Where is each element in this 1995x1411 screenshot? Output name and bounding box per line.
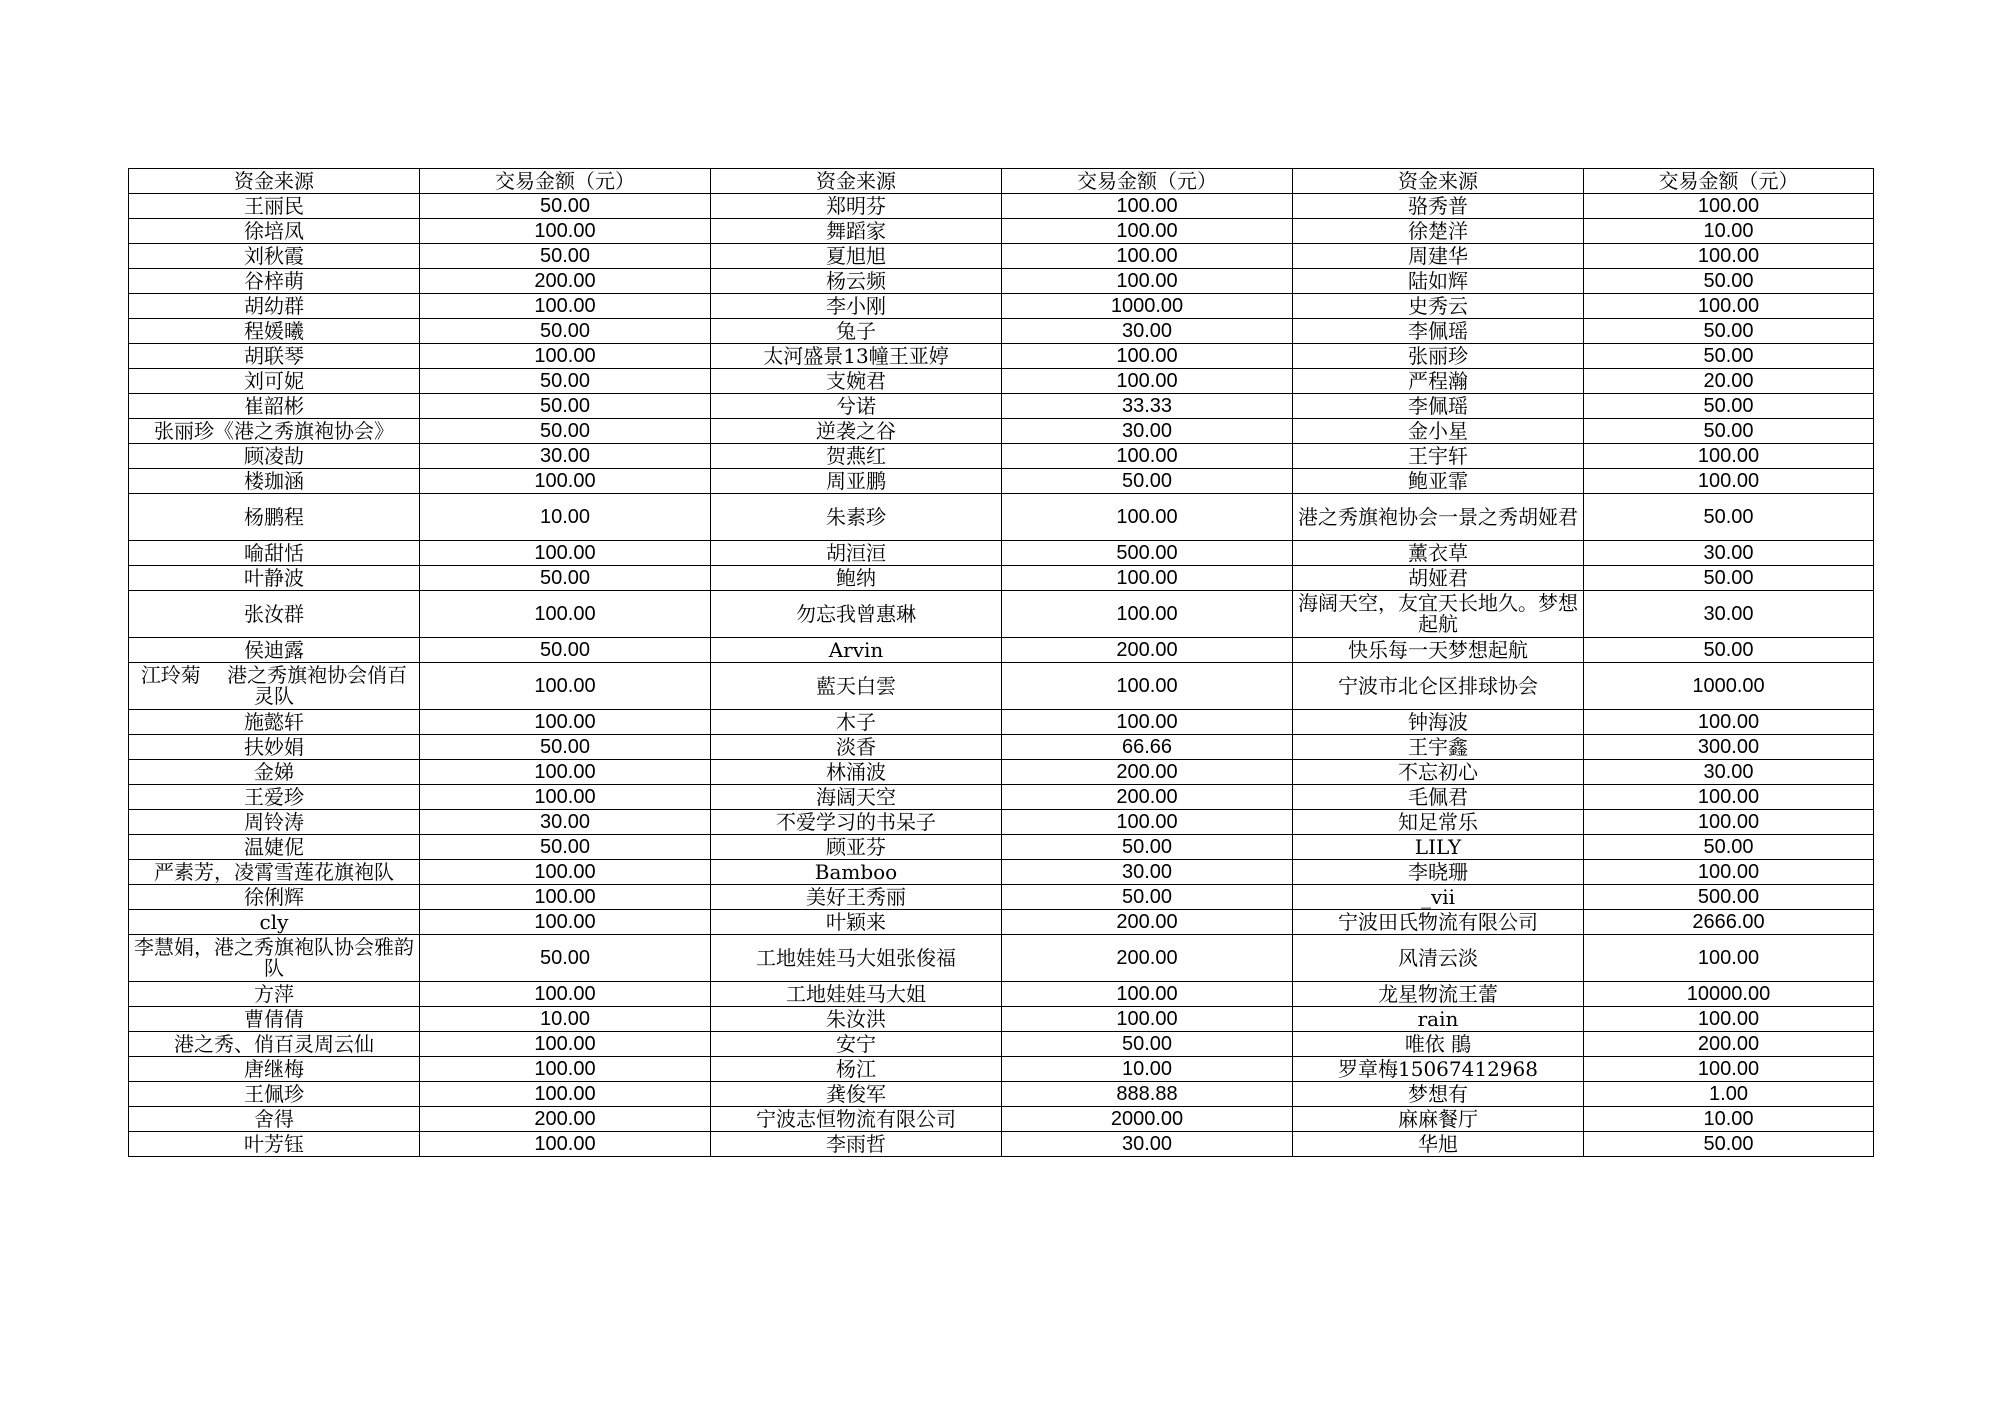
cell-amount-1: 100.00 bbox=[420, 591, 711, 638]
cell-source-3: 李佩瑶 bbox=[1293, 319, 1584, 344]
cell-amount-2: 30.00 bbox=[1002, 1132, 1293, 1157]
cell-source-1: 侯迪露 bbox=[129, 638, 420, 663]
table-row bbox=[129, 935, 1874, 982]
cell-amount-3: 100.00 bbox=[1584, 1007, 1874, 1032]
table-row bbox=[129, 785, 1874, 810]
table-row bbox=[129, 663, 1874, 710]
cell-source-3: 周建华 bbox=[1293, 244, 1584, 269]
cell-amount-1: 10.00 bbox=[420, 1007, 711, 1032]
cell-amount-2: 33.33 bbox=[1002, 394, 1293, 419]
cell-amount-1: 30.00 bbox=[420, 444, 711, 469]
cell-amount-2: 100.00 bbox=[1002, 219, 1293, 244]
table-row bbox=[129, 735, 1874, 760]
cell-source-2: 李小刚 bbox=[711, 294, 1002, 319]
cell-source-1: 杨鹏程 bbox=[129, 494, 420, 541]
cell-amount-3: 1000.00 bbox=[1584, 663, 1874, 710]
cell-amount-2: 200.00 bbox=[1002, 785, 1293, 810]
cell-source-1: 施懿轩 bbox=[129, 710, 420, 735]
header-source-2: 资金来源 bbox=[711, 169, 1002, 194]
cell-amount-3: 50.00 bbox=[1584, 419, 1874, 444]
table-row bbox=[129, 469, 1874, 494]
cell-amount-1: 100.00 bbox=[420, 1132, 711, 1157]
cell-amount-1: 100.00 bbox=[420, 1032, 711, 1057]
cell-amount-1: 100.00 bbox=[420, 885, 711, 910]
cell-amount-2: 66.66 bbox=[1002, 735, 1293, 760]
cell-amount-3: 50.00 bbox=[1584, 494, 1874, 541]
cell-amount-1: 100.00 bbox=[420, 663, 711, 710]
cell-amount-1: 100.00 bbox=[420, 219, 711, 244]
cell-source-1: 扶妙娟 bbox=[129, 735, 420, 760]
cell-source-3: _vii bbox=[1293, 885, 1584, 910]
cell-source-3: 龙星物流王蕾 bbox=[1293, 982, 1584, 1007]
table-row bbox=[129, 369, 1874, 394]
cell-amount-3: 100.00 bbox=[1584, 860, 1874, 885]
cell-source-3: 张丽珍 bbox=[1293, 344, 1584, 369]
cell-source-1: 严素芳，凌霄雪莲花旗袍队 bbox=[129, 860, 420, 885]
cell-source-2: 杨云频 bbox=[711, 269, 1002, 294]
cell-amount-3: 100.00 bbox=[1584, 194, 1874, 219]
cell-source-1: 张丽珍《港之秀旗袍协会》 bbox=[129, 419, 420, 444]
cell-source-2: 林涌波 bbox=[711, 760, 1002, 785]
table-row bbox=[129, 219, 1874, 244]
header-source-1: 资金来源 bbox=[129, 169, 420, 194]
cell-amount-1: 30.00 bbox=[420, 810, 711, 835]
cell-amount-3: 100.00 bbox=[1584, 710, 1874, 735]
cell-source-2: 鲍纳 bbox=[711, 566, 1002, 591]
table-row bbox=[129, 982, 1874, 1007]
header-row bbox=[129, 169, 1874, 194]
cell-amount-1: 100.00 bbox=[420, 760, 711, 785]
cell-source-2: 朱素珍 bbox=[711, 494, 1002, 541]
cell-amount-2: 100.00 bbox=[1002, 710, 1293, 735]
cell-amount-1: 100.00 bbox=[420, 785, 711, 810]
cell-amount-3: 100.00 bbox=[1584, 1057, 1874, 1082]
cell-source-1: 周铃涛 bbox=[129, 810, 420, 835]
cell-source-2: 勿忘我曾惠琳 bbox=[711, 591, 1002, 638]
cell-amount-3: 50.00 bbox=[1584, 394, 1874, 419]
cell-amount-1: 100.00 bbox=[420, 469, 711, 494]
cell-source-2: 美好王秀丽 bbox=[711, 885, 1002, 910]
cell-source-1: 崔韶彬 bbox=[129, 394, 420, 419]
cell-source-3: rain bbox=[1293, 1007, 1584, 1032]
cell-amount-1: 100.00 bbox=[420, 344, 711, 369]
cell-source-3: 梦想有 bbox=[1293, 1082, 1584, 1107]
cell-source-3: 陆如辉 bbox=[1293, 269, 1584, 294]
table-row bbox=[129, 1057, 1874, 1082]
cell-amount-2: 100.00 bbox=[1002, 810, 1293, 835]
cell-amount-2: 30.00 bbox=[1002, 419, 1293, 444]
cell-amount-2: 100.00 bbox=[1002, 344, 1293, 369]
cell-amount-2: 200.00 bbox=[1002, 910, 1293, 935]
table-row bbox=[129, 835, 1874, 860]
table-row bbox=[129, 394, 1874, 419]
cell-source-2: 顾亚芬 bbox=[711, 835, 1002, 860]
cell-source-3: 王宇轩 bbox=[1293, 444, 1584, 469]
cell-source-1: 舍得 bbox=[129, 1107, 420, 1132]
cell-source-3: 快乐每一天梦想起航 bbox=[1293, 638, 1584, 663]
cell-source-2: 藍天白雲 bbox=[711, 663, 1002, 710]
cell-source-3: 不忘初心 bbox=[1293, 760, 1584, 785]
cell-amount-2: 100.00 bbox=[1002, 369, 1293, 394]
table-row bbox=[129, 566, 1874, 591]
cell-amount-3: 1.00 bbox=[1584, 1082, 1874, 1107]
cell-source-2: 支婉君 bbox=[711, 369, 1002, 394]
cell-source-3: 宁波田氏物流有限公司 bbox=[1293, 910, 1584, 935]
cell-amount-3: 50.00 bbox=[1584, 566, 1874, 591]
cell-source-2: 朱汝洪 bbox=[711, 1007, 1002, 1032]
table-row bbox=[129, 1132, 1874, 1157]
cell-source-2: 安宁 bbox=[711, 1032, 1002, 1057]
cell-amount-3: 10000.00 bbox=[1584, 982, 1874, 1007]
table-row bbox=[129, 419, 1874, 444]
cell-amount-1: 50.00 bbox=[420, 244, 711, 269]
cell-source-3: 史秀云 bbox=[1293, 294, 1584, 319]
cell-source-1: 顾凌劼 bbox=[129, 444, 420, 469]
cell-amount-2: 50.00 bbox=[1002, 835, 1293, 860]
cell-source-3: 唯依 鵑 bbox=[1293, 1032, 1584, 1057]
cell-source-3: 风清云淡 bbox=[1293, 935, 1584, 982]
cell-source-1: 刘可妮 bbox=[129, 369, 420, 394]
cell-amount-1: 10.00 bbox=[420, 494, 711, 541]
cell-amount-3: 50.00 bbox=[1584, 1132, 1874, 1157]
table-row bbox=[129, 1082, 1874, 1107]
table-row bbox=[129, 194, 1874, 219]
cell-source-3: 胡娅君 bbox=[1293, 566, 1584, 591]
cell-amount-3: 2666.00 bbox=[1584, 910, 1874, 935]
cell-source-1: 李慧娟，港之秀旗袍队协会雅韵队 bbox=[129, 935, 420, 982]
cell-amount-3: 30.00 bbox=[1584, 760, 1874, 785]
cell-amount-2: 50.00 bbox=[1002, 885, 1293, 910]
cell-source-2: 夏旭旭 bbox=[711, 244, 1002, 269]
cell-source-3: 徐楚洋 bbox=[1293, 219, 1584, 244]
cell-source-1: 徐俐辉 bbox=[129, 885, 420, 910]
cell-source-3: 李佩瑶 bbox=[1293, 394, 1584, 419]
cell-source-3: 鲍亚霏 bbox=[1293, 469, 1584, 494]
cell-amount-1: 50.00 bbox=[420, 935, 711, 982]
cell-amount-3: 50.00 bbox=[1584, 638, 1874, 663]
cell-source-2: 周亚鹏 bbox=[711, 469, 1002, 494]
cell-amount-1: 100.00 bbox=[420, 294, 711, 319]
table-row bbox=[129, 344, 1874, 369]
cell-source-1: 谷梓萌 bbox=[129, 269, 420, 294]
cell-source-1: cly bbox=[129, 910, 420, 935]
cell-source-3: 钟海波 bbox=[1293, 710, 1584, 735]
cell-amount-1: 100.00 bbox=[420, 860, 711, 885]
cell-amount-2: 100.00 bbox=[1002, 494, 1293, 541]
cell-source-1: 江玲菊 港之秀旗袍协会俏百灵队 bbox=[129, 663, 420, 710]
cell-source-2: 海阔天空 bbox=[711, 785, 1002, 810]
table-row bbox=[129, 885, 1874, 910]
table-row bbox=[129, 269, 1874, 294]
cell-amount-2: 200.00 bbox=[1002, 760, 1293, 785]
cell-source-2: 舞蹈家 bbox=[711, 219, 1002, 244]
cell-source-1: 程媛曦 bbox=[129, 319, 420, 344]
cell-source-2: 叶颖来 bbox=[711, 910, 1002, 935]
table-row bbox=[129, 294, 1874, 319]
cell-amount-2: 10.00 bbox=[1002, 1057, 1293, 1082]
cell-source-1: 喻甜恬 bbox=[129, 541, 420, 566]
cell-source-2: 淡香 bbox=[711, 735, 1002, 760]
cell-amount-3: 50.00 bbox=[1584, 835, 1874, 860]
cell-source-2: 工地娃娃马大姐 bbox=[711, 982, 1002, 1007]
cell-amount-3: 30.00 bbox=[1584, 591, 1874, 638]
cell-amount-2: 200.00 bbox=[1002, 935, 1293, 982]
cell-source-1: 叶芳钰 bbox=[129, 1132, 420, 1157]
cell-amount-1: 50.00 bbox=[420, 394, 711, 419]
table-row bbox=[129, 810, 1874, 835]
cell-source-3: 港之秀旗袍协会一景之秀胡娅君 bbox=[1293, 494, 1584, 541]
cell-amount-1: 50.00 bbox=[420, 735, 711, 760]
cell-amount-2: 100.00 bbox=[1002, 1007, 1293, 1032]
cell-source-1: 叶静波 bbox=[129, 566, 420, 591]
cell-source-3: 骆秀普 bbox=[1293, 194, 1584, 219]
cell-source-2: 逆袭之谷 bbox=[711, 419, 1002, 444]
table-row bbox=[129, 494, 1874, 541]
table-row bbox=[129, 541, 1874, 566]
cell-source-2: 胡洹洹 bbox=[711, 541, 1002, 566]
cell-amount-3: 10.00 bbox=[1584, 1107, 1874, 1132]
cell-amount-1: 100.00 bbox=[420, 1057, 711, 1082]
cell-source-3: 王宇鑫 bbox=[1293, 735, 1584, 760]
cell-amount-1: 100.00 bbox=[420, 1082, 711, 1107]
cell-amount-1: 200.00 bbox=[420, 1107, 711, 1132]
cell-amount-3: 100.00 bbox=[1584, 294, 1874, 319]
cell-source-3: 严程瀚 bbox=[1293, 369, 1584, 394]
cell-source-1: 王佩珍 bbox=[129, 1082, 420, 1107]
cell-amount-1: 50.00 bbox=[420, 566, 711, 591]
cell-source-2: 兮诺 bbox=[711, 394, 1002, 419]
cell-amount-3: 100.00 bbox=[1584, 244, 1874, 269]
cell-source-1: 楼珈涵 bbox=[129, 469, 420, 494]
cell-source-1: 胡幼群 bbox=[129, 294, 420, 319]
cell-amount-1: 100.00 bbox=[420, 982, 711, 1007]
cell-amount-1: 100.00 bbox=[420, 910, 711, 935]
cell-source-3: 知足常乐 bbox=[1293, 810, 1584, 835]
cell-source-2: Bamboo bbox=[711, 860, 1002, 885]
header-amount-2: 交易金额（元） bbox=[1002, 169, 1293, 194]
cell-amount-2: 30.00 bbox=[1002, 860, 1293, 885]
cell-amount-1: 50.00 bbox=[420, 319, 711, 344]
cell-amount-2: 200.00 bbox=[1002, 638, 1293, 663]
cell-amount-2: 100.00 bbox=[1002, 269, 1293, 294]
cell-amount-2: 100.00 bbox=[1002, 982, 1293, 1007]
cell-source-2: 太河盛景13幢王亚婷 bbox=[711, 344, 1002, 369]
table-row bbox=[129, 1007, 1874, 1032]
cell-amount-2: 1000.00 bbox=[1002, 294, 1293, 319]
cell-source-2: 宁波志恒物流有限公司 bbox=[711, 1107, 1002, 1132]
header-amount-1: 交易金额（元） bbox=[420, 169, 711, 194]
cell-amount-2: 50.00 bbox=[1002, 1032, 1293, 1057]
cell-amount-3: 30.00 bbox=[1584, 541, 1874, 566]
cell-source-2: 龚俊军 bbox=[711, 1082, 1002, 1107]
cell-source-1: 唐继梅 bbox=[129, 1057, 420, 1082]
cell-source-1: 胡联琴 bbox=[129, 344, 420, 369]
cell-amount-3: 500.00 bbox=[1584, 885, 1874, 910]
table-row bbox=[129, 710, 1874, 735]
cell-amount-3: 20.00 bbox=[1584, 369, 1874, 394]
cell-source-2: 木子 bbox=[711, 710, 1002, 735]
table-row bbox=[129, 860, 1874, 885]
table-row bbox=[129, 638, 1874, 663]
cell-source-1: 张汝群 bbox=[129, 591, 420, 638]
table-row bbox=[129, 1107, 1874, 1132]
cell-amount-2: 500.00 bbox=[1002, 541, 1293, 566]
header-amount-3: 交易金额（元） bbox=[1584, 169, 1874, 194]
cell-source-3: 毛佩君 bbox=[1293, 785, 1584, 810]
table-row bbox=[129, 591, 1874, 638]
cell-amount-2: 100.00 bbox=[1002, 244, 1293, 269]
cell-source-3: 华旭 bbox=[1293, 1132, 1584, 1157]
cell-amount-2: 2000.00 bbox=[1002, 1107, 1293, 1132]
table-row bbox=[129, 910, 1874, 935]
cell-source-1: 刘秋霞 bbox=[129, 244, 420, 269]
cell-source-3: 薰衣草 bbox=[1293, 541, 1584, 566]
cell-amount-3: 50.00 bbox=[1584, 344, 1874, 369]
cell-amount-3: 300.00 bbox=[1584, 735, 1874, 760]
cell-source-1: 王爱珍 bbox=[129, 785, 420, 810]
table-row bbox=[129, 444, 1874, 469]
cell-source-3: 李晓珊 bbox=[1293, 860, 1584, 885]
table-row bbox=[129, 1032, 1874, 1057]
cell-source-3: 麻麻餐厅 bbox=[1293, 1107, 1584, 1132]
table-row bbox=[129, 244, 1874, 269]
cell-source-2: 郑明芬 bbox=[711, 194, 1002, 219]
cell-source-1: 港之秀、俏百灵周云仙 bbox=[129, 1032, 420, 1057]
cell-amount-3: 100.00 bbox=[1584, 444, 1874, 469]
cell-source-3: 海阔天空，友宜天长地久。梦想起航 bbox=[1293, 591, 1584, 638]
cell-amount-1: 50.00 bbox=[420, 835, 711, 860]
cell-amount-2: 100.00 bbox=[1002, 663, 1293, 710]
header-source-3: 资金来源 bbox=[1293, 169, 1584, 194]
cell-amount-2: 100.00 bbox=[1002, 194, 1293, 219]
cell-amount-1: 50.00 bbox=[420, 194, 711, 219]
cell-source-2: 不爱学习的书呆子 bbox=[711, 810, 1002, 835]
cell-source-3: 宁波市北仑区排球协会 bbox=[1293, 663, 1584, 710]
cell-source-3: 罗章梅15067412968 bbox=[1293, 1057, 1584, 1082]
cell-amount-2: 888.88 bbox=[1002, 1082, 1293, 1107]
cell-amount-3: 50.00 bbox=[1584, 319, 1874, 344]
cell-amount-2: 100.00 bbox=[1002, 566, 1293, 591]
cell-amount-3: 100.00 bbox=[1584, 935, 1874, 982]
cell-amount-1: 200.00 bbox=[420, 269, 711, 294]
cell-amount-1: 50.00 bbox=[420, 638, 711, 663]
cell-amount-3: 100.00 bbox=[1584, 810, 1874, 835]
cell-amount-2: 100.00 bbox=[1002, 591, 1293, 638]
table-row bbox=[129, 319, 1874, 344]
cell-amount-3: 50.00 bbox=[1584, 269, 1874, 294]
cell-source-3: 金小星 bbox=[1293, 419, 1584, 444]
table-row bbox=[129, 760, 1874, 785]
cell-source-2: 贺燕红 bbox=[711, 444, 1002, 469]
cell-source-1: 王丽民 bbox=[129, 194, 420, 219]
donation-table bbox=[128, 168, 1874, 1157]
cell-source-1: 温婕伲 bbox=[129, 835, 420, 860]
table-body bbox=[129, 194, 1874, 1157]
cell-source-1: 金娣 bbox=[129, 760, 420, 785]
cell-amount-1: 50.00 bbox=[420, 419, 711, 444]
cell-amount-1: 100.00 bbox=[420, 710, 711, 735]
cell-amount-3: 100.00 bbox=[1584, 785, 1874, 810]
cell-amount-3: 10.00 bbox=[1584, 219, 1874, 244]
cell-source-3: LILY bbox=[1293, 835, 1584, 860]
cell-amount-1: 100.00 bbox=[420, 541, 711, 566]
cell-source-1: 曹倩倩 bbox=[129, 1007, 420, 1032]
cell-amount-2: 50.00 bbox=[1002, 469, 1293, 494]
cell-amount-2: 30.00 bbox=[1002, 319, 1293, 344]
cell-amount-3: 100.00 bbox=[1584, 469, 1874, 494]
cell-source-2: 兔子 bbox=[711, 319, 1002, 344]
cell-amount-2: 100.00 bbox=[1002, 444, 1293, 469]
cell-source-2: 杨江 bbox=[711, 1057, 1002, 1082]
cell-source-2: Arvin bbox=[711, 638, 1002, 663]
cell-source-2: 工地娃娃马大姐张俊福 bbox=[711, 935, 1002, 982]
cell-source-1: 徐培凤 bbox=[129, 219, 420, 244]
cell-source-2: 李雨哲 bbox=[711, 1132, 1002, 1157]
cell-source-1: 方萍 bbox=[129, 982, 420, 1007]
cell-amount-3: 200.00 bbox=[1584, 1032, 1874, 1057]
cell-amount-1: 50.00 bbox=[420, 369, 711, 394]
